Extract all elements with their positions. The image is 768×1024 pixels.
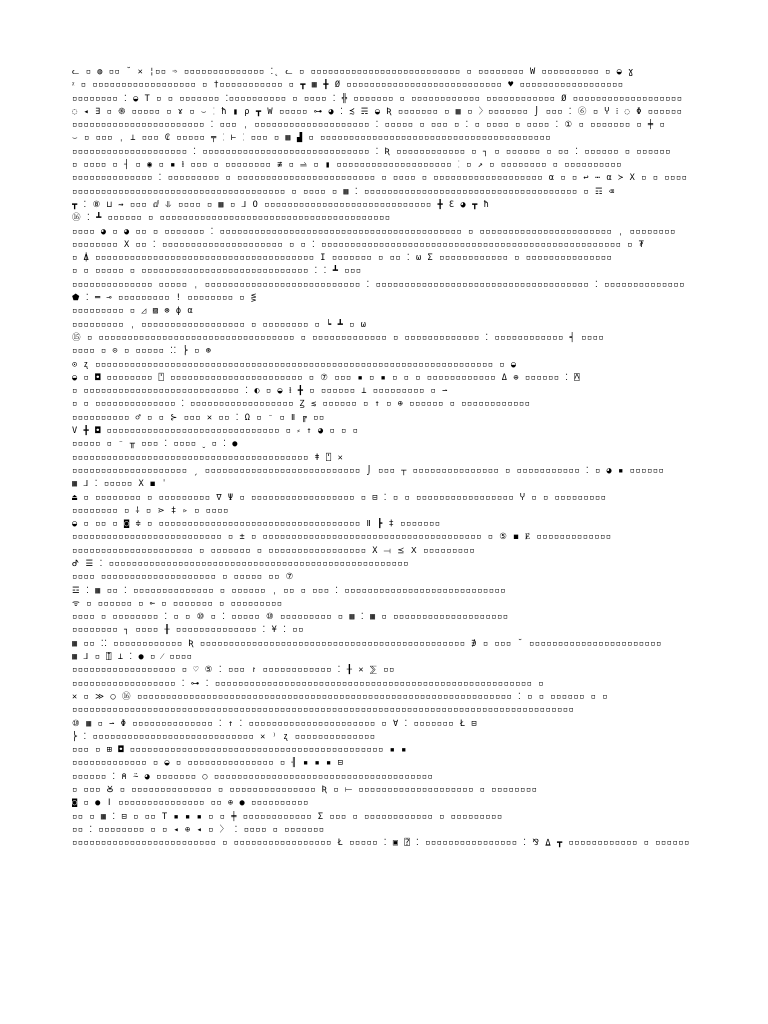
text-line: ◒ ▫ ▫▫ ▫ ◙ ≑ ▫ ▫▫▫▫▫▫▫▫▫▫▫▫▫▫▫▫▫▫▫▫▫▫▫▫▫▫▫▫▫▫▫▫▫▫▫ Ⅱ ┣ ‡ ▫▫▫▫▫▫▫ bbox=[72, 519, 441, 530]
text-line: ▫▫▫▫▫▫▫▫▫▫ ♂ ▫ ▫ ⊱ ▫▫▫ ✕ ▫▫ ⁚ Ω ▫ ⁻ ▫ Ⅱ ╔ ▫▫ bbox=[72, 412, 325, 423]
text-line: ᓚ ▫ ◍ ▫▫ ˘ ✕ ¦▫▫ ➾ ▫▫▫▫▫▫▫▫▫▫▫▫▫▫ ⁚˛ ᓚ ▫ ▫▫▫▫▫▫▫▫▫▫▫▫▫▫▫▫▫▫▫▫▫▫▫▫▫▫ ▫ ▫▫▫▫▫▫▫▫ W ▫▫▫▫▫▫▫▫▫▫ ▫ ◒ ɣ bbox=[72, 67, 634, 77]
text-line: ▫ ▫ ▫▫▫▫▫▫▫▫▫▫▫▫▫▫ ⁚ ▫▫▫▫▫▫▫▫▫▫▫▫▫▫▫▫▫▫ Ꙁ ≲ ▫▫▫▫▫▫ ▫ ↑ ▫ ⊕ ▫▫▫▫▫▫ ▫ ▫▫▫▫▫▫▫▫▫▫▫▫ bbox=[72, 399, 531, 410]
text-line: ▫▫▫▫▫▫▫▫▫▫▫▫▫▫▫▫▫▫▫▫▫▫▫▫▫▫▫▫▫▫▫▫▫▫▫▫▫▫▫▫▫▫▫▫▫▫▫▫▫▫▫▫▫▫▫▫▫▫▫▫▫▫▫▫▫▫▫▫▫▫▫▫▫▫▫▫▫▫▫▫▫▫▫▫▫▫▫ bbox=[72, 705, 575, 716]
text-line: ⏏ ▫ ▫▫▫▫▫▫▫▫ ▫ ▫▫▫▫▫▫▫▫▫ ∇ Ψ ▫ ▫▫▫▫▫▫▫▫▫▫▫▫▫▫▫▫▫▫ ▫ ⊟ ⁚ ▫ ▫ ▫▫▫▫▫▫▫▫▫▫▫▫▫▫▫▫▫ Ⴤ ▫ ▫ ▫▫▫▫▫▫▫▫▫ bbox=[72, 492, 607, 503]
text-line: ▫▫▫▫▫▫▫▫▫▫▫▫▫ ▫ ◒ ▫ ▫▫▫▫▫▫▫▫▫▫▫▫▫▫▫ ▫ ╢ ▪ ▪ ▪ ⊟ bbox=[72, 758, 344, 769]
text-line: ⑮ ▫ ▫▫▫▫▫▫▫▫▫▫▫▫▫▫▫▫▫▫▫▫▫▫▫▫▫▫▫▫▫▫▫▫▫▫ ▫ ▫▫▫▫▫▫▫▫▫▫▫▫▫ ▫ ▫▫▫▫▫▫▫▫▫▫▫▫▫ ⁚ ▫▫▫▫▫▫▫▫▫▫▫▫ ┥ ▫▫▫▫ bbox=[72, 332, 605, 343]
text-line: ▦ ▫▫ ⁚⁚ ▫▫▫▫▫▫▫▫▫▫▫▫ Ʀ ▫▫▫▫▫▫▫▫▫▫▫▫▫▫▫▫▫▫▫▫▫▫▫▫▫▫▫▫▫▫▫▫▫▫▫▫▫▫▫▫▫▫▫▫▫▫ ∌ ▫ ▫▫▫ ˘ ▫▫▫▫▫▫▫▫▫▫▫▫▫▫▫▫▫▫▫▫▫▫▫ bbox=[72, 638, 662, 649]
text-line: ▦ ⅃ ⁚ ▫▫▫▫▫ X ◼ ˈ bbox=[72, 479, 168, 490]
text-line: ▫▫▫▫▫▫▫▫▫▫▫▫▫▫ ⁚ ▫▫▫▫▫▫▫▫▫ ▫ ▫▫▫▫▫▫▫▫▫▫▫▫▫▫▫▫▫▫▫▫▫▫▫▫ ▫ ▫▫▫▫ ▫ ▫▫▫▫▫▫▫▫▫▫▫▫▫▫▫▫▫▫▫ α ▫ ▫ ↩ ⋯ α ≻ X ▫ ▫ ▫▫▫▫ bbox=[72, 173, 688, 184]
text-line: ▫ ▫▫▫▫ ▫ ┤ ▫ ◉ ▫ ▪ ⱡ ▫▫▫ ▫ ▫▫▫▫▫▫▫▫ ≢ ▫ ⥬ ▫ ▮ ▫▫▫▫▫▫▫▫▫▫▫▫▫▫▫▫▫▫▫▫ ⁚ ▫ ↗ ▫ ▫▫▫▫▫▫▫▫ ▫ ▫▫▫▫▫▫▫▫▫▫ bbox=[72, 160, 622, 171]
text-line: ⑩ ▦ ▫ ⇀ Φ ▫▫▫▫▫▫▫▫▫▫▫▫▫▫ ⁚ ↑ ⁚ ▫▫▫▫▫▫▫▫▫▫▫▫▫▫▫▫▫▫▫▫▫▫ ▫ ∀ ⁚ ▫▫▫▫▫▫▫ Ł ⊟ bbox=[72, 718, 478, 729]
text-line: V ╋ ◘ ▫▫▫▫▫▫▫▫▫▫▫▫▫▫▫▫▫▫▫▫▫▫▫▫▫▫▫▫▫▫ ▫ ⸗ ↑ ◕ ▫ ▫ ▫ bbox=[72, 426, 359, 437]
text-line: ⎬ ⁚ ▫▫▫▫▫▫▫▫▫▫▫▫▫▫▫▫▫▫▫▫▫▫▫▫▫▫▫▫ ✕ ⁾ ʐ ▫▫▫▫▫▫▫▫▫▫▫▫▫▫ bbox=[72, 731, 376, 742]
text-line: ▫▫▫▫▫▫▫▫ ⁚ ◒ T ▫ ▫ ▫▫▫▫▫▫▫ ⁚▫▫▫▫▫▫▫▫▫▫ ▫ ▫▫▫▫ ⁚ ╬ ▫▫▫▫▫▫▫ ▫ ▫▫▫▫▫▫▫▫▫▫▫▫ ▫▫▫▫▫▫▫▫▫▫▫▫ Ø ▫▫▫▫▫▫▫▫▫▫▫▫▫▫▫▫▫▫▫ bbox=[72, 93, 683, 104]
text-line: ▫▫▫▫▫▫▫▫▫▫▫▫▫▫▫▫▫▫▫▫▫▫▫▫▫▫ ▫ ± ▫ ▫▫▫▫▫▫▫▫▫▫▫▫▫▫▫▫▫▫▫▫▫▫▫▫▫▫▫▫▫▫▫▫▫▫▫▫▫▫ ▫ ⑤ ◼ Ɇ ▫▫▫▫▫▫▫▫▫▫▫▫▫ bbox=[72, 532, 612, 543]
text-line: ▫▫▫▫▫▫▫▫ ▫ ⸸ ▫ ⋗ ‡ ▹ ▫ ▫▫▫▫ bbox=[72, 505, 229, 516]
text-line: ▫▫▫▫▫▫▫▫ ┐ ▫▫▫▫ ╫ ▫▫▫▫▫▫▫▫▫▫▫▫▫▫ ⁚ ¥ ⁚ ▫▫ bbox=[72, 625, 304, 636]
text-line: ▫▫▫▫▫▫▫▫▫▫▫▫▫▫ ▫▫▫▫▫ ˌ ▫▫▫▫▫▫▫▫▫▫▫▫▫▫▫▫▫▫▫▫▫▫▫▫▫▫▫ ⁚ ▫▫▫▫▫▫▫▫▫▫▫▫▫▫▫▫▫▫▫▫▫▫▫▫▫▫▫▫▫▫▫▫▫▫▫▫▫ ⁚ ▫▫▫▫▫▫▫▫▫▫▫▫▫▫ bbox=[72, 279, 685, 290]
text-line: ◌ ◂ ∃ ▫ ֍ ▫▫▫▫▫ ▫ ɤ ▫ ⌣ ⁚ ħ ▮ ρ ┳ W ▫▫▫▫▫ ⊶ ◕ ⁚ ≾ ☴ ◒ Ʀ ▫▫▫▫▫▫▫ ▫ ▦ ▫ 〉▫▫▫▫▫▫▫ ⌡ ▫▫▫ ⁚ ⑥ ▫ Ⴤ ⁞ ◌ Φ ▫▫▫▫▫▫ bbox=[72, 106, 683, 117]
text-line: ▫ ▫▫▫▫▫▫▫▫▫▫▫▫▫▫▫▫▫▫▫▫▫▫▫▫▫▫▫ ⁚ ◐ ▫ ◒ ⱡ ╋ ▫ ▫▫▫▫▫▫ ⊥ ▫▫▫▫▫▫▫▫▫ ▫ ⇀ bbox=[72, 386, 448, 397]
text-line: ▫▫▫ ▫ ⊞ ◘ ▫▫▫▫▫▫▫▫▫▫▫▫▫▫▫▫▫▫▫▫▫▫▫▫▫▫▫▫▫▫▫▫▫▫▫▫▫▫▫▫▫▫▫▫ ▪ ▪ bbox=[72, 745, 407, 756]
text-line: ᵡ ▫ ▫▫▫▫▫▫▫▫▫▫▫▫▫▫▫▫▫▫ ▫ †▫▫▫▫▫▫▫▫▫▫▫ ▫ ┳ ▦ ╋ Ø ▫▫▫▫▫▫▫▫▫▫▫▫▫▫▫▫▫▫▫▫▫▫▫▫▫▫▫ ♥ ▫▫▫▫▫▫▫▫▫▫▫▫▫▫▫▫▫▫ bbox=[72, 80, 624, 91]
text-line: ▫▫▫▫▫▫▫▫▫▫▫▫▫▫▫▫▫▫▫▫ ˏ ▫▫▫▫▫▫▫▫▫▫▫▫▫▫▫▫▫▫▫▫▫▫▫▫▫▫▫ ⌡ ▫▫▫ ┬ ▫▫▫▫▫▫▫▫▫▫▫▫▫▫▫ ▫ ▫▫▫▫▫▫▫▫▫▫▫ ⁚ ▫ ◕ ▪ ▫▫▫▫▫▫ bbox=[72, 465, 665, 476]
text-line: ▫ ⍋ ▫▫▫▫▫▫▫▫▫▫▫▫▫▫▫▫▫▫▫▫▫▫▫▫▫▫▫▫▫▫▫▫▫▫▫▫▫▫ I ▫▫▫▫▫▫▫ ▫ ▫▫ ⁚ ω Σ ▫▫▫▫▫▫▫▫▫▫▫▫ ▫ ▫▫▫▫▫▫▫▫▫▫▫▫▫▫▫ bbox=[72, 253, 613, 264]
text-line: ▦ ⅃ ▫ ⍐ ⊥ ⁚ ● ▫ ⁄ ▫▫▫▫ bbox=[72, 652, 193, 663]
text-line: ▫▫▫▫▫▫▫▫▫▫▫▫▫▫▫▫▫▫▫▫▫▫▫▫▫▫▫▫▫▫▫▫▫▫▫▫▫ ▫ ▫▫▫▫ ▫ ▦ ⁚ ▫▫▫▫▫▫▫▫▫▫▫▫▫▫▫▫▫▫▫▫▫▫▫▫▫▫▫▫▫▫▫▫▫▫▫▫▫ ▫ ☶ ⌫ bbox=[72, 186, 615, 197]
text-line: ◙ ▫ ● ǀ ▫▫▫▫▫▫▫▫▫▫▫▫▫▫▫ ▫▫ ⊕ ● ▫▫▫▫▫▫▫▫▫▫ bbox=[72, 798, 309, 809]
text-line: ▫▫▫▫ ◕ ▫ ◕ ▫▫ ▫ ▫▫▫▫▫▫▫ ⁚ ▫▫▫▫▫▫▫▫▫▫▫▫▫▫▫▫▫▫▫▫▫▫▫▫▫▫▫▫▫▫▫▫▫▫▫▫▫▫▫▫▫▫ ▫ ▫▫▫▫▫▫▫▫▫▫▫▫▫▫▫▫▫▫▫▫▫▫▫ ˌ ▫▫▫▫▫▫▫▫ bbox=[72, 226, 676, 237]
text-line: ᕷ ☰ ⁚ ▫▫▫▫▫▫▫▫▫▫▫▫▫▫▫▫▫▫▫▫▫▫▫▫▫▫▫▫▫▫▫▫▫▫▫▫▫▫▫▫▫▫▫▫▫▫▫▫▫▫▫▫ bbox=[72, 558, 409, 569]
text-line: ◒ ▫ ◘ ▫▫▫▫▫▫▫▫ ⍞ ▫▫▫▫▫▫▫▫▫▫▫▫▫▫▫▫▫▫▫▫▫▫▫ ▫ ⑦ ▫▫▫ ▪ ▫ ▪ ▫ ▫ ▫ ▫▫▫▫▫▫▫▫▫▫▫▫ Δ ⊕ ▫▫▫▫▫▫ ⁚ ⍓ bbox=[72, 372, 581, 383]
text-line: ▫▫ ▫ ▦ ⁚ ⊟ ▫ ▫▫ T ▪ ▪ ▪ ▫ ▫ ╪ ▫▫▫▫▫▫▫▫▫▫▫▫ Σ ▫▫▫ ▫ ▫▫▫▫▫▫▫▫▫▫▫▫ ▫ ▫▫▫▫▫▫▫▫▫ bbox=[72, 811, 503, 822]
text-line: ⬟ ⁚ ═ ⊸ ▫▫▫▫▫▫▫▫▫ ! ▫▫▫▫▫▫▫▫ ▫ ⋚ bbox=[72, 293, 257, 304]
text-line: ▫▫▫▫▫▫▫▫▫ ˌ ▫▫▫▫▫▫▫▫▫▫▫▫▫▫▫▫▫▫ ▫ ▫▫▫▫▫▫▫▫ ▫ ┕ ┻ ▫ ω bbox=[72, 319, 367, 330]
text-line: ▫▫▫▫▫▫▫▫▫▫▫▫▫▫▫▫▫▫▫▫ ⁚ ▫▫▫▫▫▫▫▫▫▫▫▫▫▫▫▫▫▫▫▫▫▫▫▫▫▫▫▫▫ ⁚ Ʀ ▫▫▫▫▫▫▫▫▫▫▫▫ ▫ ┐ ▫ ▫▫▫▫▫▫ ▫ ▫▫ ⁚ ▫▫▫▫▫▫ ▫ ▫▫▫▫▫▫ bbox=[72, 146, 671, 157]
text-line: ▫▫▫▫▫▫▫▫▫▫▫▫▫▫▫▫▫▫▫▫▫▫▫▫▫ ▫ ▫▫▫▫▫▫▫▫▫▫▫▫▫▫▫▫▫ Ł ▫▫▫▫▫ ⁚ ▣ ⍰ ⁚ ▫▫▫▫▫▫▫▫▫▫▫▫▫▫▫▫ ⁚ ⅋ ⍙ ┳ ▫▫▫▫▫▫▫▫▫▫▫▫ ▫ ▫▫▫▫▫▫ bbox=[72, 838, 690, 849]
text-line: ▫▫▫▫▫▫▫▫▫▫▫▫▫▫▫▫▫▫ ▫ ♡ ⑤ ⁚ ▫▫▫ ↾ ▫▫▫▫▫▫▫▫▫▫▫▫ ⁚ ╂ ✕ ⅀ ▫▫ bbox=[72, 665, 395, 676]
text-line: ▫▫▫▫▫▫▫▫▫ ▫ ◿ ▨ ⊛ ϕ α bbox=[72, 306, 194, 317]
text-line: ⊙ ʐ ▫▫▫▫▫▫▫▫▫▫▫▫▫▫▫▫▫▫▫▫▫▫▫▫▫▫▫▫▫▫▫▫▫▫▫▫▫▫▫▫▫▫▫▫▫▫▫▫▫▫▫▫▫▫▫▫▫▫▫▫▫▫▫▫▫▫▫▫▫ ▫ ◒ bbox=[72, 359, 517, 370]
text-line: ▫▫▫▫▫▫▫▫ X ▫▫ ⁚ ▫▫▫▫▫▫▫▫▫▫▫▫▫▫▫▫▫▫▫▫▫ ▫ ▫ ⁚ ▫▫▫▫▫▫▫▫▫▫▫▫▫▫▫▫▫▫▫▫▫▫▫▫▫▫▫▫▫▫▫▫▫▫▫▫▫▫▫▫▫▫▫▫▫▫▫▫▫▫▫▫ ▫ ₮ bbox=[72, 239, 645, 250]
text-line: ▫▫▫▫ ▫ ▫▫▫▫▫▫▫▫ ⁚ ▫ ▫ ⑩ ▫ ⁚ ▫▫▫▫▫ ⑩ ▫▫▫▫▫▫▫▫▫ ▫ ▦ ⁚ ▦ ▫ ▫▫▫▫▫▫▫▫▫▫▫▫▫▫▫▫▫▫▫▫ bbox=[72, 612, 509, 623]
text-line: ▫ ▫▫▫ Ꙋ ▫ ▫▫▫▫▫▫▫▫▫▫▫▫▫▫ ▫ ▫▫▫▫▫▫▫▫▫▫▫▫▫▫▫ Ʀ ▫ ⟝ ▫▫▫▫▫▫▫▫▫▫▫▫▫▫▫▫▫▫▫▫ ▫ ▫▫▫▫▫▫▫▫ bbox=[72, 785, 538, 796]
document-text bbox=[72, 66, 698, 851]
text-line: ▫▫ ⁚ ▫▫▫▫▫▫▫▫ ▫ ▫ ◂ ⊕ ◂ ▫ 〉 ⁚ ▫▫▫▫ ▫ ▫▫▫▫▫▫▫ bbox=[72, 824, 325, 835]
text-line: ▫▫▫▫▫▫ ⁚ ⍝ ⍨ ◕ ▫▫▫▫▫▫▫ ○ ▫▫▫▫▫▫▫▫▫▫▫▫▫▫▫▫▫▫▫▫▫▫▫▫▫▫▫▫▫▫▫▫▫▫▫▫▫▫ bbox=[72, 771, 434, 782]
text-line: ✕ ▫ ≫ ◯ ⑯ ▫▫▫▫▫▫▫▫▫▫▫▫▫▫▫▫▫▫▫▫▫▫▫▫▫▫▫▫▫▫▫▫▫▫▫▫▫▫▫▫▫▫▫▫▫▫▫▫▫▫▫▫▫▫▫▫▫▫▫▫▫▫▫▫▫ ⁚ ▫ ▫ ▫▫▫▫▫▫ ▫ ▫ bbox=[72, 691, 608, 702]
text-line: ▫▫▫▫ ▫ ⊙ ▫ ▫▫▫▫▫ ⁚⁚ ⎬ ▫ ⊛ bbox=[72, 346, 212, 357]
text-line: ☲ ⁚ ▦ ▫▫ ⁚ ▫▫▫▫▫▫▫▫▫▫▫▫▫▫ ▫ ▫▫▫▫▫▫ ˌ ▫▫ ▫ ▫▫▫ ⁚ ▫▫▫▫▫▫▫▫▫▫▫▫▫▫▫▫▫▫▫▫▫▫▫▫▫▫▫▫ bbox=[72, 585, 507, 596]
text-line: ┳ ⁚ ⑧ ⊔ ⇝ ▫▫▫ ⅆ ⥥ ▫▫▫▫ ▫ ▦ ▫ ⅃ Ο ▫▫▫▫▫▫▫▫▫▫▫▫▫▫▫▫▫▫▫▫▫▫▫▫▫▫▫▫▫ ╋ Ɛ ◕ ┳ ħ bbox=[72, 199, 490, 210]
text-line: ▫▫▫▫▫▫▫▫▫▫▫▫▫▫▫▫▫▫ ⁚ ⊶ ⁚ ▫▫▫▫▫▫▫▫▫▫▫▫▫▫▫▫▫▫▫▫▫▫▫▫▫▫▫▫▫▫▫▫▫▫▫▫▫▫▫▫▫▫▫▫▫▫▫▫▫▫▫▫▫▫▫ ▫ bbox=[72, 678, 544, 689]
text-line: ▫▫▫▫▫▫▫▫▫▫▫▫▫▫▫▫▫▫▫▫▫▫▫▫▫▫▫▫▫▫▫▫▫▫▫▫▫▫▫▫▫ ǂ ⍞ ✕ bbox=[72, 452, 344, 463]
text-line: ▫▫▫▫▫▫▫▫▫▫▫▫▫▫▫▫▫▫▫▫▫ ▫ ▫▫▫▫▫▫▫ ▫ ▫▫▫▫▫▫▫▫▫▫▫▫▫▫▫▫▫ X ⟞ ⪯ Ⅹ ▫▫▫▫▫▫▫▫▫ bbox=[72, 545, 476, 556]
text-line: ▫▫▫▫▫▫▫▫▫▫▫▫▫▫▫▫▫▫▫▫▫▫▫ ⁚ ▫▫▫ ˌ ▫▫▫▫▫▫▫▫▫▫▫▫▫▫▫▫▫▫▫▫ ⁚ ▫▫▫▫▫ ▫ ▫▫▫ ▫ ⁚ ▫ ▫▫▫▫ ▫ ▫▫▫▫ ⁚ ① ▫ ▫▫▫▫▫▫▫ ▫ ╪ ▫ bbox=[72, 120, 666, 131]
text-line: ▫▫▫▫ ▫▫▫▫▫▫▫▫▫▫▫▫▫▫▫▫▫▫▫▫ ▫ ▫▫▫▫▫ ▫▫ ⑦ bbox=[72, 572, 294, 583]
text-line: ▫▫▫▫▫ ▫ ⁻ ╥ ▫▫▫ ⁚ ▫▫▫▫ ˬ ▫ ⁚ ● bbox=[72, 439, 239, 450]
text-line: ▫ ▫ ▫▫▫▫▫ ▫ ▫▫▫▫▫▫▫▫▫▫▫▫▫▫▫▫▫▫▫▫▫▫▫▫▫▫▫▫▫ ⁚ ⁚ ┻ ▫▫▫ bbox=[72, 266, 362, 277]
text-line: ᯤ ▫ ▫▫▫▫▫▫ ▫ ⟜ ▫ ▫▫▫▫▫▫▫ ▫ ▫▫▫▫▫▫▫▫▫ bbox=[72, 598, 283, 609]
document-page bbox=[72, 66, 698, 946]
text-line: ⌣ ▫ ▫▫▫ ˌ ⊥ ▫▫▫ ₢ ▫▫▫▫▫ ╤ ⁚ ⊢ ⁚ ▫▫▫ ▫ ▦ ▟ ▫ ▫▫▫▫▫▫▫▫▫▫▫▫▫▫▫▫▫▫▫▫▫▫▫▫▫▫▫▫▫▫▫▫▫▫▫▫▫▫▫▫ bbox=[72, 133, 551, 144]
text-line: ⑯ ⁚ ┻ ▫▫▫▫▫▫ ▫ ▫▫▫▫▫▫▫▫▫▫▫▫▫▫▫▫▫▫▫▫▫▫▫▫▫▫▫▫▫▫▫▫▫▫▫▫▫▫▫▫ bbox=[72, 213, 391, 224]
